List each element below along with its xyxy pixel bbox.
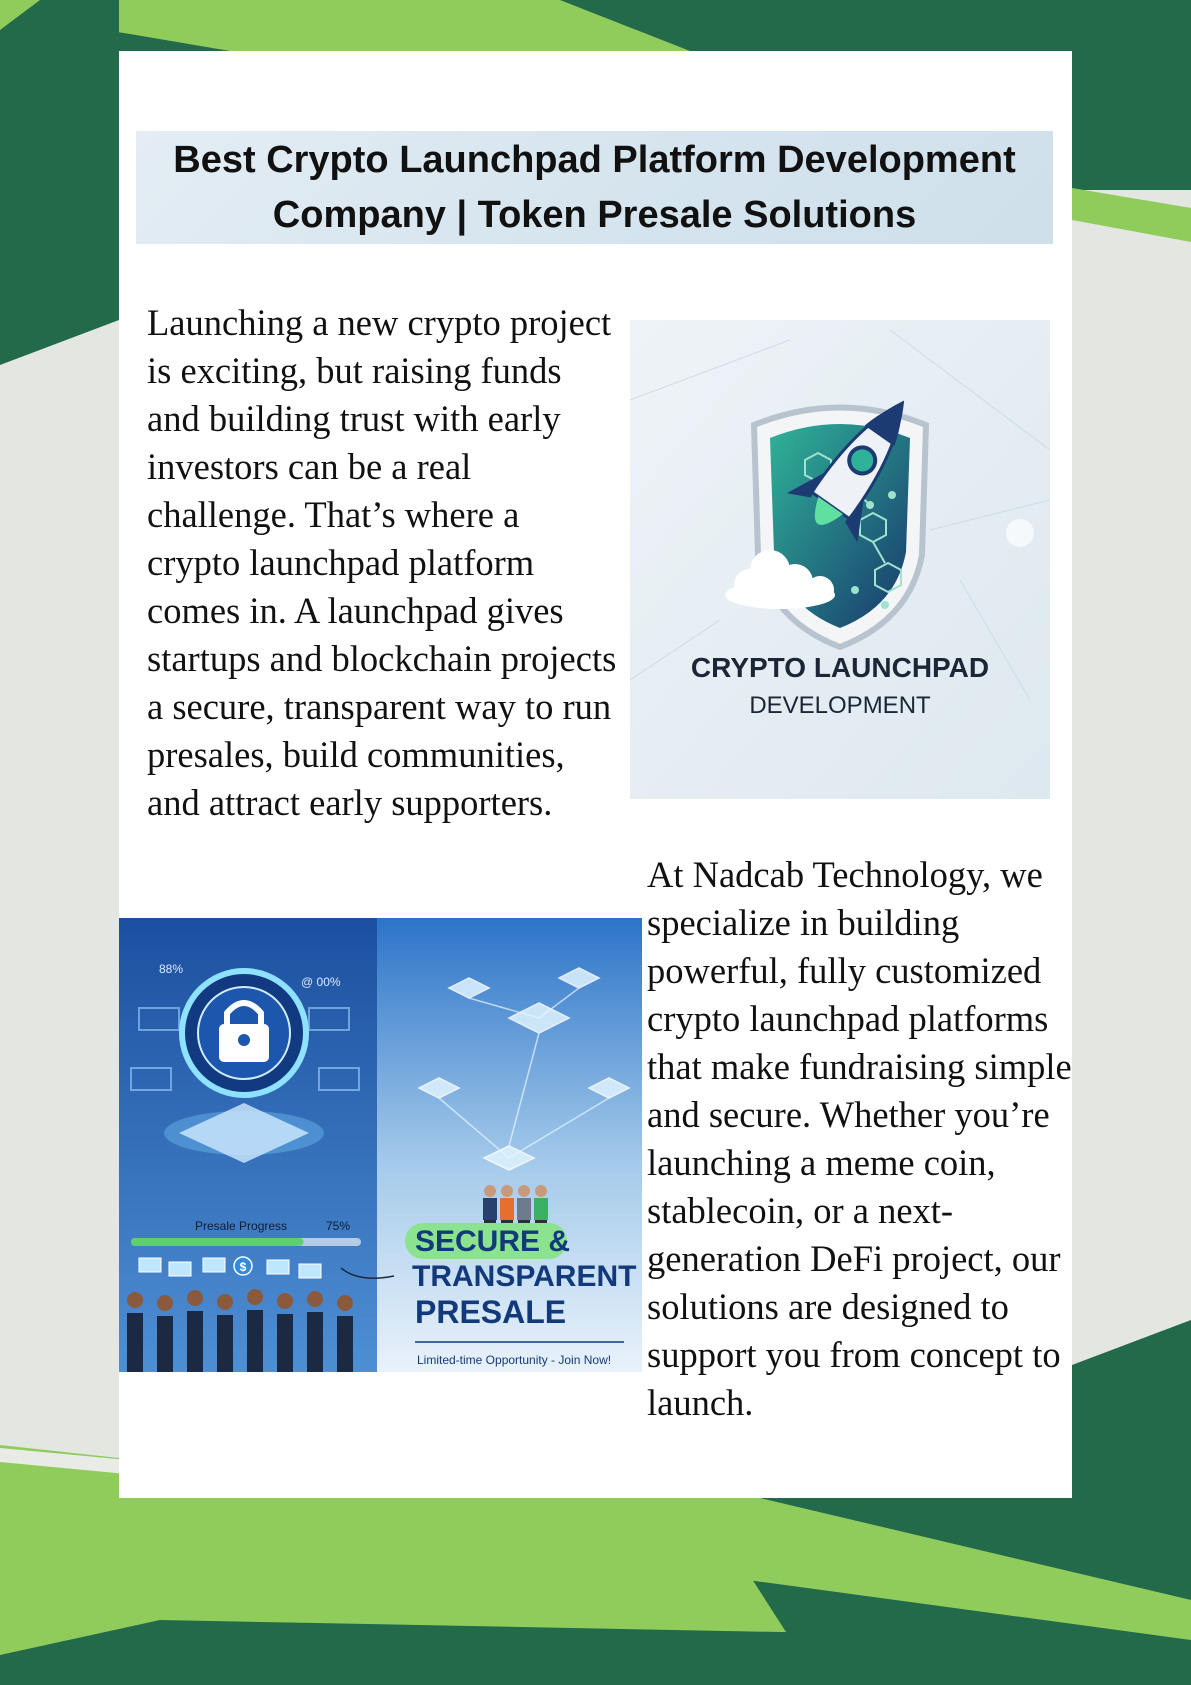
page-title: Best Crypto Launchpad Platform Development Company | Token Presale Solutions bbox=[173, 138, 1016, 236]
launchpad-illustration bbox=[630, 320, 1050, 799]
presale-progress-bar bbox=[131, 1238, 361, 1246]
svg-text:$: $ bbox=[239, 1260, 247, 1274]
title-banner bbox=[136, 131, 1053, 244]
headline-line-3: PRESALE bbox=[415, 1294, 567, 1330]
company-paragraph: At Nadcab Technology, we specialize in building powerful, fully customized crypto launchpad platforms that make fundraising simple and secure. Whether you’re launching a meme coin, stablecoin, or a next-generation DeFi project, our solutions are designed to support you from concept to launch. bbox=[647, 854, 1072, 1423]
left-dark-wedge bbox=[0, 0, 119, 365]
launchpad-subheading: DEVELOPMENT bbox=[749, 692, 931, 719]
intro-paragraph: Launching a new crypto project is exciting, but raising funds and building trust with early investors can be a real challenge. That’s where a crypto launchpad platform comes in. A launchpad gives startups and blockchain projects a secure, transparent way to run presales, build communities, and attract early supporters. bbox=[147, 302, 617, 823]
document-page bbox=[119, 51, 1072, 1498]
progress-value: 75% bbox=[326, 1219, 351, 1233]
stat-chip-left: 88% bbox=[159, 962, 184, 976]
launchpad-heading: CRYPTO LAUNCHPAD bbox=[690, 652, 990, 683]
poster-footer: Limited-time Opportunity - Join Now! bbox=[417, 1353, 612, 1367]
right-dark-wedge bbox=[1072, 51, 1191, 190]
headline-line-1: SECURE & bbox=[415, 1225, 571, 1258]
progress-label: Presale Progress bbox=[195, 1219, 288, 1233]
dollar-icon bbox=[234, 1257, 252, 1275]
headline-line-2: TRANSPARENT bbox=[412, 1260, 637, 1293]
presale-poster bbox=[119, 918, 642, 1372]
stat-chip-right: @ 00% bbox=[301, 975, 341, 989]
